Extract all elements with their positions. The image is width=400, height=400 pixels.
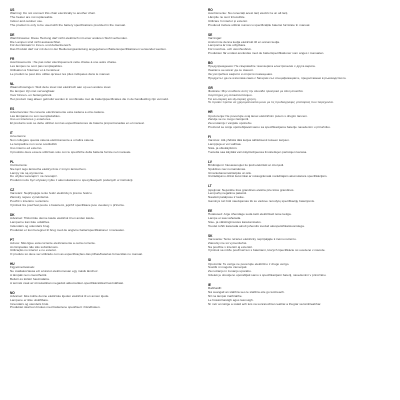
warning-line: Indendørs og udendørs brug.: [10, 224, 51, 228]
warning-line: Продуктът да се използва само с батерии със спецификациите, предоставени в ръководството.: [208, 76, 347, 80]
warning-line: Figyelmeztetések:: [10, 266, 35, 270]
warning-line: Do użytku wewnątrz i na zewnątrz.: [10, 175, 58, 179]
warning-line: A termék csak az útmutatóban megadott akkumulátor-specifikációkkal használható.: [10, 281, 125, 285]
warning-line: Advarsel: Tilslut ikke denne kæde elektrisk til en anden kæde.: [10, 217, 95, 221]
warning-line: Svetilk ni mogoče zamenjati.: [208, 266, 248, 270]
warning-line: Naudoti patalpose ir lauke.: [208, 196, 245, 200]
warning-line: Les lampes ne sont pas remplaçables.: [10, 65, 63, 69]
warning-line: Za notranjo in zunanjo uporabo.: [208, 270, 252, 274]
warning-line: Uso en interiores y exteriores.: [10, 118, 52, 122]
warning-line: Lamperne kan ikke udskiftes.: [10, 220, 51, 224]
warning-line: Λαμπτήρες μη αντικαταστάσιμοι.: [208, 93, 253, 97]
warning-line: Avertismente: Nu conectați acest lanț electric la un alt lanț.: [208, 12, 289, 16]
warning-line: Lempučių negalima pakeisti.: [208, 192, 248, 196]
language-block: [10, 238, 194, 257]
warning-line: Opozorila: Te verige ne povezujte električno z drugo verigo.: [208, 262, 290, 266]
language-code: LV: [208, 159, 212, 164]
language-block: [10, 82, 194, 101]
language-block: [208, 160, 392, 179]
language-block: [10, 291, 194, 310]
right-column: [208, 8, 392, 394]
warning-line: Le lampadine non sono sostituibili.: [10, 143, 58, 147]
warning-line: Výrobek lze používat pouze s bateriemi, jejichž specifikace jsou uvedeny v příručce.: [10, 203, 125, 207]
language-code: NO: [10, 290, 15, 295]
warning-line: Lămpile nu sunt înlocuibile.: [208, 15, 246, 19]
warning-line: Innendørs og utendørs bruk.: [10, 302, 50, 306]
warning-line: Gaminys turi būti naudojamas tik su vadove nurodytų specifikacijų baterijomis.: [208, 200, 315, 204]
warning-line: Proizvod se smije upotrebljavati samo sa specifikacijama baterije navedenim u priručniku.: [208, 126, 331, 130]
warning-line: Výrobok sa môže používať len s batériami, ktorých špecifikácie sú uvedené v návode.: [208, 249, 326, 253]
warning-line: Použití v interiéru i exteriéru.: [10, 200, 50, 204]
warning-line: De lampen zijn niet vervangbaar.: [10, 89, 56, 93]
warning-line: Utilizare în interior și exterior.: [208, 19, 248, 23]
warning-line: A lámpák nem cserélhetők.: [10, 274, 48, 278]
language-code: LT: [208, 184, 212, 189]
warning-line: Lampy nie są wymienne.: [10, 171, 45, 175]
warning-line: Voor binnen- en buitengebruik.: [10, 93, 53, 97]
warning-line: Лампите не могат да се сменят.: [208, 69, 254, 73]
warning-line: Le produit ne peut être utilisé qu'avec les piles indiquées dans le manuel.: [10, 72, 111, 76]
warning-line: För inomhus- och utomhusbruk.: [208, 48, 252, 52]
language-block: [10, 57, 194, 76]
warning-line: Illustrare: Μην συνδέετε αυτή την αλυσίδα ηλεκτρικά με άλλη αλυσίδα.: [208, 89, 304, 93]
warning-line: Ostrzeżenia:: [10, 163, 28, 167]
warning-line: Produkt może być używany tylko z akumulatorami o specyfikacjach podanych w instrukcji.: [10, 179, 134, 183]
warning-line: Žarulje se ne mogu zamijeniti.: [208, 118, 250, 122]
warning-line: Non collegare questa catena elettricamente a un'altra catena.: [10, 139, 95, 143]
language-block: [208, 283, 392, 306]
warning-line: Il prodotto deve essere utilizzato solo con le specifiche della batteria fornite nel manuale.: [10, 150, 132, 154]
language-code: FI: [208, 135, 211, 140]
warning-line: Upozorenja: Ne povezujte ovaj lanac električnim putem s drugim lancem.: [208, 114, 308, 118]
warning-line: Tuotetta saa käyttää vain käyttöohjeessa ilmoitettujen paristojen kanssa.: [208, 150, 308, 154]
language-block: [10, 131, 194, 154]
warning-line: Varoitus: Älä yhdistä tätä ketjua sähköisesti toiseen ketjuun.: [208, 139, 290, 143]
warning-line: Na použitie v interiéri aj exteriéri.: [208, 245, 253, 249]
warning-line: Ne csatlakoztassa ezt a láncot elektromosan egy másik lánchoz.: [10, 270, 99, 274]
language-code: ES: [10, 106, 15, 111]
language-code: HR: [208, 110, 213, 115]
language-code: GR: [208, 85, 213, 90]
warning-line: Lamppuja ei voi vaihtaa.: [208, 143, 242, 147]
warning-line: Advarsel: Ikke koble denne elektriske kjeden elektrisk til en annen kjede.: [10, 294, 110, 298]
warning-line: Avvertenze:: [10, 135, 27, 139]
warning-line: Produkten får endast användas med de batterispecifikationer som anges i manualen.: [208, 52, 325, 56]
warning-line: Hoiatused: Ärge ühendage seda ketti elektriliselt teise ketiga.: [208, 213, 292, 217]
warning-line: Rabhaidh:: [208, 287, 223, 291]
language-code: RO: [208, 8, 213, 12]
language-code: SI: [208, 258, 212, 263]
warning-line: Warnhinweise: Diese Heizung darf nicht elektrisch mit einer anderen Stuhl verbunden.: [10, 36, 128, 40]
language-block: [208, 209, 392, 228]
warning-line: Het product mag alleen gebruikt worden in combinatie met de batterijspecificaties die in de handleiding zijn vermeld.: [10, 97, 169, 101]
language-code: PT: [10, 237, 15, 242]
language-code: CZ: [10, 188, 15, 193]
warning-line: Avertissements : Ne pas relier électriquement cette chaise à une autre chaise.: [10, 61, 117, 65]
language-block: [10, 213, 194, 232]
language-block: [208, 8, 392, 27]
warning-line: Lampe ei saa vahetada.: [208, 217, 242, 221]
left-column: [10, 8, 194, 394]
language-block: [10, 33, 194, 52]
warning-line: Žárovky nejsou vyměnitelné.: [10, 196, 50, 200]
warning-line: Beltéri és kültéri használatra.: [10, 277, 50, 281]
language-block: [208, 258, 392, 277]
warning-line: Toodet tohib kasutada ainult juhendis toodud akuspetsifikatsioonidega.: [208, 224, 305, 228]
language-code: PL: [10, 159, 15, 164]
language-code: IE: [208, 283, 212, 288]
warning-line: Varování: Nepřipojujte tento řetěz elektricky k jinému řetězu.: [10, 192, 93, 196]
warning-line: Für den Einsatz in Innen- und Außenbereich.: [10, 44, 72, 48]
warning-line: Izdelek je dovoljeno uporabljati samo s specifikacijami baterij, navedenimi v priročniku.: [208, 274, 327, 278]
warning-line: Lamporna är inte utbytbara.: [208, 44, 247, 48]
warning-line: За употреба в закрити и открити помещения.: [208, 72, 273, 76]
warning-line: Waarschuwingen: Sluit deze stoel niet elektrisch aan op een andere stoel.: [10, 86, 112, 90]
warning-line: Το προϊόν πρέπει να χρησιμοποιείται μόνο με τις προδιαγραφές μπαταρίας που παρέχονται.: [208, 101, 334, 105]
warning-line: Nie łącz tego łańcucha elektrycznie z innym łańcuchem.: [10, 167, 87, 171]
warning-line: Das Produkt darf nur mit den in der Bedienungsanleitung angegebenen Batteriespezifikationen verwendet werden.: [10, 48, 167, 52]
warning-line: The heater are not replaceable.: [10, 15, 54, 19]
warning-line: Įspėjimai: Nejunkite šios grandinės elektra prie kitos grandinės.: [208, 188, 295, 192]
warning-line: Varovania: Tento reťazec elektricky nepripájajte k inému reťazcu.: [208, 237, 297, 241]
warning-line: Anslut inte denna kedja elektriskt till en annan kedja.: [208, 40, 280, 44]
language-code: EE: [208, 209, 213, 214]
warning-line: Las lámparas no son reemplazables.: [10, 114, 61, 118]
language-code: DE: [10, 32, 15, 37]
warning-line: Produktet er kun beregnet til brug med de angivne batterispecifikationer i manualen.: [10, 228, 125, 232]
warning-line: Izstrādājumu drīkst lietot tikai ar rokasgrāmatā norādītajām akumulatora specifikācijām.: [208, 175, 328, 179]
warning-line: Die Lampen sind nicht austauschbar.: [10, 40, 61, 44]
language-block: [208, 135, 392, 154]
warning-line: Izmantošanai iekštelpās un ārā.: [208, 171, 252, 175]
language-code: SK: [208, 233, 213, 238]
warning-line: Produsul trebuie utilizat numai cu specificațiile bateriei furnizate în manual.: [208, 23, 311, 27]
warning-line: Uso interno ed esterno.: [10, 146, 43, 150]
warning-line: Utilização no interior e no exterior.: [10, 249, 57, 253]
warning-line: O produto só deve ser utilizado com as especificações das pilhas/baterias fornecidas no manual.: [10, 253, 143, 257]
warning-line: Sisä- ja ulkokäyttöön.: [208, 146, 238, 150]
warning-line: Utilisation à l'intérieur et à l'extérieur.: [10, 69, 61, 73]
warning-line: Produktet skal kun brukes med batteriene spesifisert i håndboken.: [10, 306, 101, 310]
language-code: IT: [10, 131, 13, 136]
warning-line: Ná ceangail an slabhra seo le slabhra eile go leictreach.: [208, 291, 285, 294]
language-block: [208, 61, 392, 80]
warning-line: Lampene er ikke utskiftbare.: [10, 298, 49, 302]
warning-line: Brīdinājumi: Nesavienojiet šo ķēdi elektriski ar citu ķēdi.: [208, 163, 285, 167]
language-block: [208, 33, 392, 56]
language-block: [208, 110, 392, 129]
warning-line: Za unutarnju i vanjsku upotrebu.: [208, 122, 253, 126]
warning-line: The product is only to be used with the battery specifications provided in the manual.: [10, 23, 126, 27]
language-block: [10, 107, 194, 126]
warning-line: Sise- ja välistingimustes kasutamiseks.: [208, 220, 262, 224]
language-block: [208, 184, 392, 203]
language-code: HU: [10, 262, 15, 267]
warning-line: Indoor and outdoor use.: [10, 19, 43, 23]
warning-line: Advertencias: No conecte eléctricamente esta cadena a otra cadena.: [10, 110, 105, 114]
language-block: [10, 262, 194, 285]
language-code: DK: [10, 212, 15, 217]
language-code: SE: [208, 32, 213, 37]
language-code: BG: [208, 61, 213, 66]
warning-line: Le húsáid laistigh agus lasmuigh.: [208, 298, 254, 302]
language-block: [208, 86, 392, 105]
language-block: [208, 234, 392, 253]
language-code: FR: [10, 57, 15, 62]
warning-line: Níl na lampaí inathraithe.: [208, 294, 243, 298]
language-block: [10, 188, 194, 207]
language-block: [10, 8, 194, 27]
warning-line: Warning: Do not connect this chair electrically to another chair.: [10, 12, 96, 16]
warning-line: El producto solo se debe utilizar con las especificaciones de batería proporcionadas en el manual.: [10, 122, 145, 126]
warning-line: Žiarovky nie sú vymeniteľné.: [208, 241, 248, 245]
warning-line: Предупреждения: Не свързвайте тази верига електрически с друга верига.: [208, 65, 316, 69]
language-block: [10, 160, 194, 183]
warning-line: Για εσωτερική και εξωτερική χρήση.: [208, 97, 257, 101]
warning-line: Avisos: Não ligue esta corrente eletricamente a outra corrente.: [10, 241, 96, 245]
language-code: US: [10, 8, 15, 12]
warning-line: As lâmpadas não são substituíveis.: [10, 245, 59, 249]
language-code: NL: [10, 81, 15, 86]
warning-line: Ní mór an táirge a úsáid ach leis na sonraíochtaí ceallraí a thugtar sa lámhleabhar.: [208, 302, 322, 306]
warning-line: Spuldzes nav nomaināmas.: [208, 167, 247, 171]
warning-line: Varningar:: [208, 36, 223, 40]
